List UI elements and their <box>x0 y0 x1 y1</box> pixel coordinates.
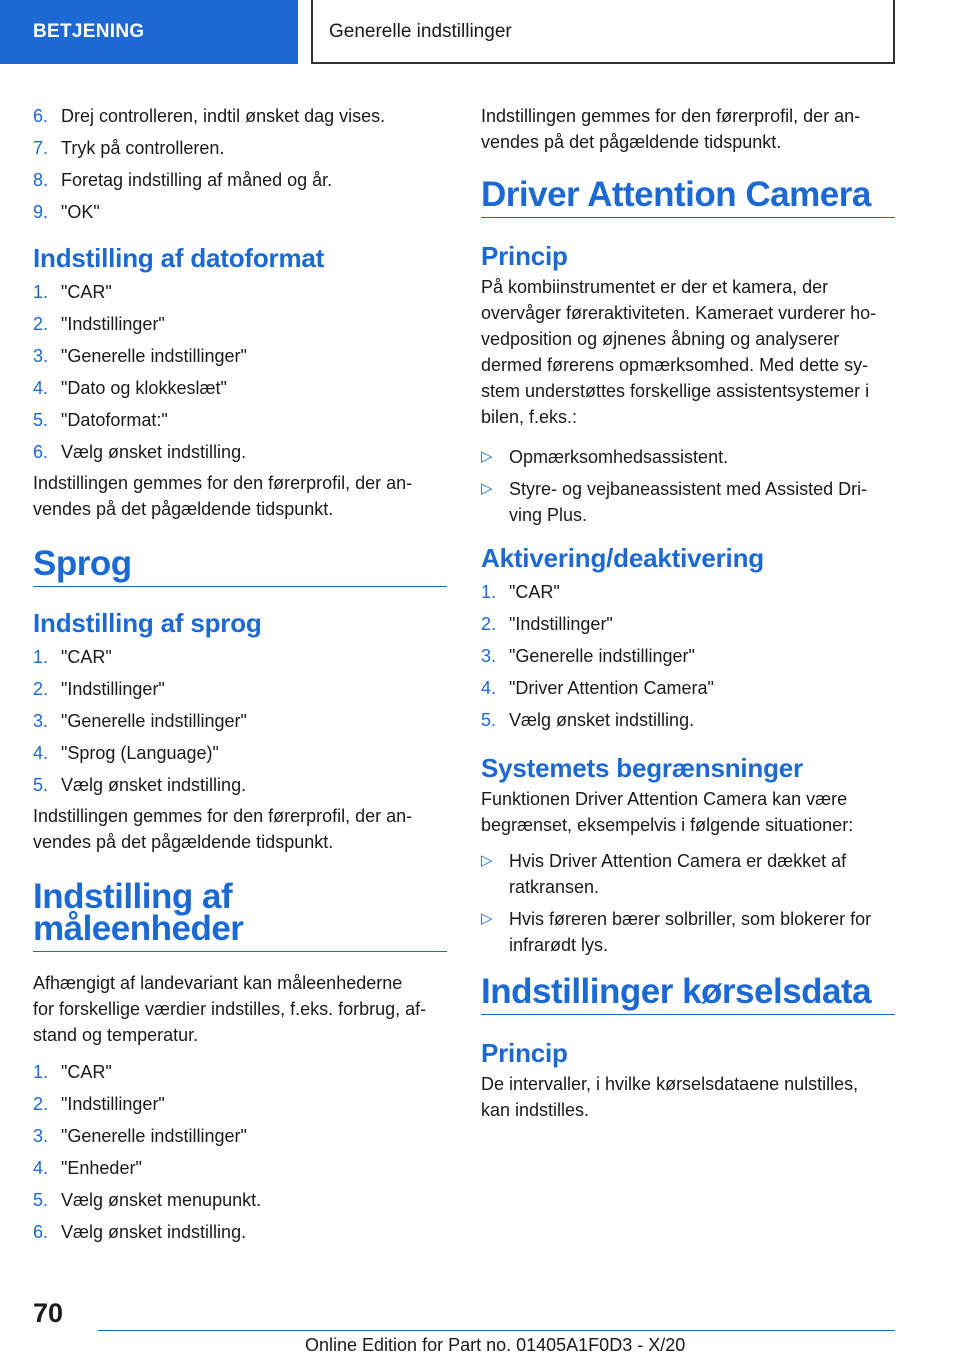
heading-driver-attention-camera: Driver Attention Camera <box>481 179 895 218</box>
list-item: ▷ Hvis føreren bærer solbriller, som blokerer for infrarødt lys. <box>481 906 895 958</box>
limitation-bullets <box>481 848 895 958</box>
list-item: 5. Vælg ønsket menupunkt. <box>33 1190 262 1210</box>
list-item: 4. "Dato og klokkeslæt" <box>33 378 227 398</box>
heading-indstilling-af-sprog: Indstilling af sprog <box>33 608 262 638</box>
list-item: 2. "Indstillinger" <box>33 679 165 699</box>
list-item: 5. Vælg ønsket indstilling. <box>481 710 695 730</box>
list-item: 4. "Driver Attention Camera" <box>481 678 714 698</box>
list-item: 2. "Indstillinger" <box>33 1094 165 1114</box>
heading-koerselsdata: Indstillinger kørselsdata <box>481 976 895 1015</box>
list-item: 2. "Indstillinger" <box>33 314 165 334</box>
list-item: 4. "Enheder" <box>33 1158 142 1178</box>
list-item: 6. Vælg ønsket indstilling. <box>33 1222 247 1242</box>
list-item: 2. "Indstillinger" <box>481 614 613 634</box>
list-item: 7. Tryk på controlleren. <box>33 138 225 158</box>
aktivering-steps-list <box>481 576 895 736</box>
triangle-bullet-icon: ▷ <box>481 480 493 497</box>
list-item: ▷ Opmærksomhedsassistent. <box>481 444 895 470</box>
list-item: 3. "Generelle indstillinger" <box>33 711 247 731</box>
page-number: 70 <box>33 1298 64 1328</box>
list-item: 3. "Generelle indstillinger" <box>33 1126 247 1146</box>
begraensninger-text: Funktionen Driver Attention Camera kan være begrænset, eksempelvis i følgende situationer: <box>481 789 854 835</box>
list-item: 6. Drej controlleren, indtil ønsket dag vises. <box>33 106 386 126</box>
date-steps-list <box>33 100 447 228</box>
list-item: ▷ Hvis Driver Attention Camera er dækket af ratkransen. <box>481 848 895 900</box>
list-item: 5. Vælg ønsket indstilling. <box>33 775 247 795</box>
triangle-bullet-icon: ▷ <box>481 910 493 927</box>
top-note: Indstillingen gemmes for den førerprofil, der an‐ vendes på det pågældende tidspunkt. <box>481 106 861 152</box>
maaleenheder-steps-list <box>33 1056 447 1248</box>
datoformat-note: Indstillingen gemmes for den førerprofil, der an‐ vendes på det pågældende tidspunkt. <box>33 473 413 519</box>
list-item: 1. "CAR" <box>33 282 112 302</box>
list-item: 6. Vælg ønsket indstilling. <box>33 442 247 462</box>
heading-begraensninger: Systemets begrænsninger <box>481 753 803 783</box>
list-item: 3. "Generelle indstillinger" <box>481 646 695 666</box>
koersel-text: De intervaller, i hvilke kørselsdataene nulstilles, kan indstilles. <box>481 1074 859 1120</box>
princip-text: På kombiinstrumentet er der et kamera, der overvåger føreraktiviteten. Kameraet vurderer ho‐ vedposition og øjnenes åbning og analyserer dermed førerens opmærksomhed. Med dette sy‐ stem understøttes forskellige assistentsystemer i bilen, f.eks.: <box>481 277 877 427</box>
list-item: 5. "Datoformat:" <box>33 410 168 430</box>
heading-datoformat: Indstilling af datoformat <box>33 243 325 273</box>
list-item: ▷ Styre- og vejbaneassistent med Assisted Dri‐ ving Plus. <box>481 476 895 528</box>
heading-princip-koersel: Princip <box>481 1038 568 1068</box>
page-header <box>0 0 960 66</box>
triangle-bullet-icon: ▷ <box>481 852 493 869</box>
section-tab: BETJENING <box>0 0 298 64</box>
sprog-note: Indstillingen gemmes for den førerprofil, der an‐ vendes på det pågældende tidspunkt. <box>33 806 413 852</box>
assistant-bullets <box>481 444 895 528</box>
list-item: 1. "CAR" <box>33 1062 112 1082</box>
datoformat-steps-list <box>33 276 447 468</box>
list-item: 1. "CAR" <box>481 582 560 602</box>
heading-princip: Princip <box>481 241 568 271</box>
heading-maaleenheder: Indstilling af måleenheder <box>33 881 447 952</box>
sprog-steps-list <box>33 641 447 801</box>
right-column <box>481 100 895 1123</box>
list-item: 8. Foretag indstilling af måned og år. <box>33 170 333 190</box>
list-item: 3. "Generelle indstillinger" <box>33 346 247 366</box>
footer-edition: Online Edition for Part no. 01405A1F0D3 - X/20 <box>305 1335 686 1355</box>
list-item: 1. "CAR" <box>33 647 112 667</box>
left-column <box>33 100 447 1248</box>
list-item: 4. "Sprog (Language)" <box>33 743 219 763</box>
heading-aktivering: Aktivering/deaktivering <box>481 543 764 573</box>
triangle-bullet-icon: ▷ <box>481 448 493 465</box>
heading-sprog: Sprog <box>33 548 447 587</box>
chapter-title: Generelle indstillinger <box>311 0 895 64</box>
list-item: 9. "OK" <box>33 202 100 222</box>
maaleenheder-intro: Afhængigt af landevariant kan måleenhederne for forskellige værdier indstilles, f.eks. forbrug, af‐ stand og temperatur. <box>33 973 427 1045</box>
footer-divider <box>98 1330 895 1331</box>
